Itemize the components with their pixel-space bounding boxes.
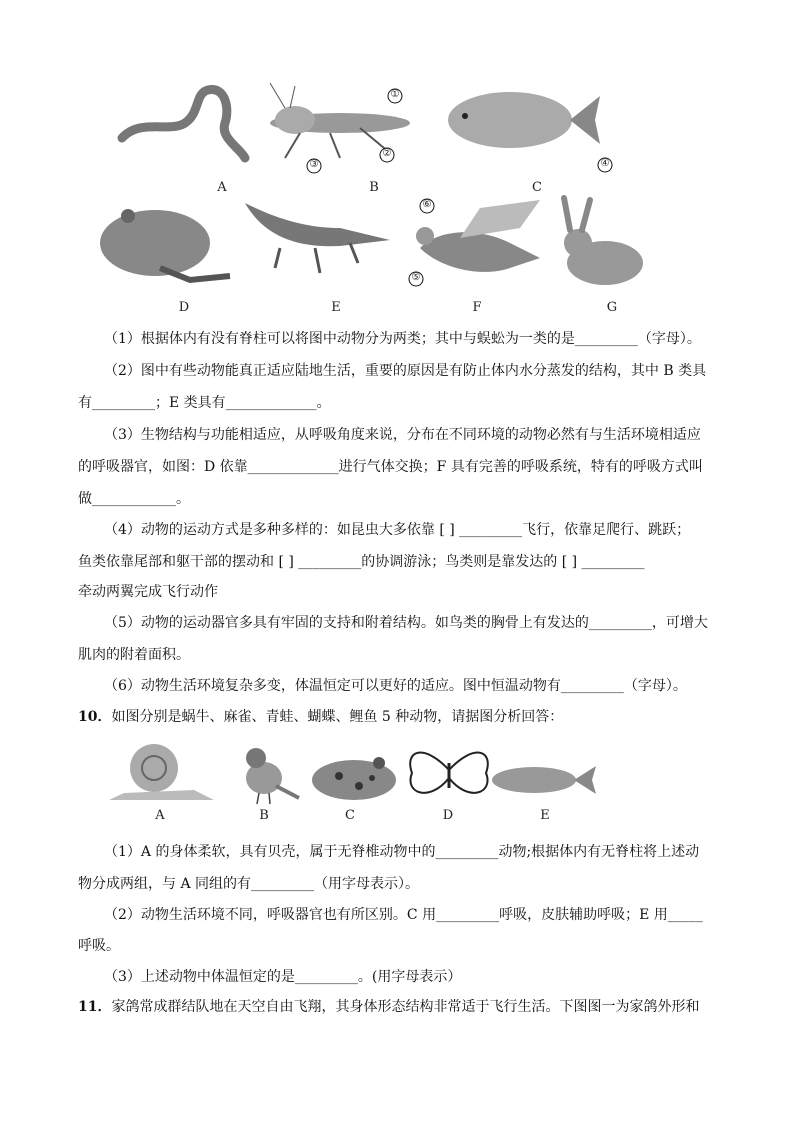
animal-figure-1 xyxy=(100,78,660,318)
q11-stem xyxy=(78,997,728,1017)
butterfly-image xyxy=(410,753,488,793)
figure2-label-b: B xyxy=(259,808,269,823)
q9-line-7: （4）动物的运动方式是多种多样的：如昆虫大多依靠 [ ] _________飞行，依靠足爬行、跳跃； xyxy=(104,522,691,538)
callout-6: ⑥ xyxy=(422,199,432,210)
q10-line-3: （2）动物生活环境不同，呼吸器官也有所区别。C 用_________呼吸，皮肤辅助呼吸；E 用_____ xyxy=(104,907,703,923)
q10-stem xyxy=(78,707,728,727)
q9-line-12: （6）动物生活环境复杂多变，体温恒定可以更好的适应。图中恒温动物有_________（字母）。 xyxy=(104,678,687,694)
callout-3: ③ xyxy=(309,159,319,170)
q10-stem-text: 如图分别是蜗牛、麻雀、青蛙、蝴蝶、鲤鱼 5 种动物，请据图分析回答： xyxy=(111,709,564,725)
q10-number: 10． xyxy=(78,709,112,725)
figure-label-c: C xyxy=(532,180,542,195)
q10-line-4: 呼吸。 xyxy=(78,938,120,954)
q9-line-4: （3）生物结构与功能相适应，从呼吸角度来说，分布在不同环境的动物必然有与生活环境相适应 xyxy=(104,427,701,443)
figure2-label-e: E xyxy=(540,808,550,823)
q10-line-1: （1）A 的身体柔软，具有贝壳，属于无脊椎动物中的_________动物;根据体内有无脊柱将上述动 xyxy=(104,844,700,860)
q9-line-3: 有_________；E 类具有_____________。 xyxy=(78,395,331,411)
bird-anatomy-image xyxy=(416,200,540,272)
q9-line-5: 的呼吸器官，如图：D 依靠_____________进行气体交换；F 具有完善的呼吸系统，特有的呼吸方式叫 xyxy=(78,459,703,475)
callout-2: ② xyxy=(382,148,392,159)
carp-small-image xyxy=(492,766,596,794)
rabbit-image xyxy=(564,198,643,285)
q11-number: 11． xyxy=(78,999,112,1015)
q9-line-11: 肌肉的附着面积。 xyxy=(78,647,190,663)
figure-label-d: D xyxy=(178,300,190,315)
snail-image xyxy=(109,744,214,800)
animal-figure-2 xyxy=(104,738,604,808)
q9-line-2: （2）图中有些动物能真正适应陆地生活，重要的原因是有防止体内水分蒸发的结构，其中 B 类具 xyxy=(104,363,707,379)
figure2-label-c: C xyxy=(345,808,355,823)
callout-4: ④ xyxy=(600,158,610,169)
figure-label-e: E xyxy=(331,300,341,315)
q9-line-8: 鱼类依靠尾部和躯干部的摆动和 [ ] _________的协调游泳；鸟类则是靠发达的 [ ] _________ xyxy=(78,554,645,570)
figure2-label-a: A xyxy=(155,808,165,823)
q9-line-1: （1）根据体内有没有脊柱可以将图中动物分为两类；其中与蜈蚣为一类的是_________（字母）。 xyxy=(104,331,701,347)
figure2-label-d: D xyxy=(442,808,454,823)
q11-stem-text: 家鸽常成群结队地在天空自由飞翔，其身体形态结构非常适于飞行生活。下图图一为家鸽外形和 xyxy=(111,999,700,1015)
frog-spotted-image xyxy=(312,757,396,800)
q9-line-9: 牵动两翼完成飞行动作 xyxy=(78,584,218,600)
carp-image xyxy=(448,92,600,148)
q9-line-10: （5）动物的运动器官多具有牢固的支持和附着结构。如鸟类的胸骨上有发达的_________，可增大 xyxy=(104,615,708,631)
figure-label-a: A xyxy=(217,180,227,195)
callout-1: ① xyxy=(390,89,400,100)
q10-line-2: 物分成两组，与 A 同组的有_________（用字母表示）。 xyxy=(78,876,420,892)
frog-image xyxy=(100,209,230,280)
figure-label-f: F xyxy=(472,300,482,315)
crocodile-image xyxy=(245,203,390,273)
callout-5: ⑤ xyxy=(411,272,421,283)
q10-line-5: （3）上述动物中体温恒定的是_________。(用字母表示） xyxy=(104,969,462,985)
earthworm-image xyxy=(122,90,245,158)
figure-label-g: G xyxy=(606,300,618,315)
q9-line-6: 做____________。 xyxy=(78,491,190,507)
figure-label-b: B xyxy=(369,180,379,195)
sparrow-image xyxy=(246,748,299,804)
